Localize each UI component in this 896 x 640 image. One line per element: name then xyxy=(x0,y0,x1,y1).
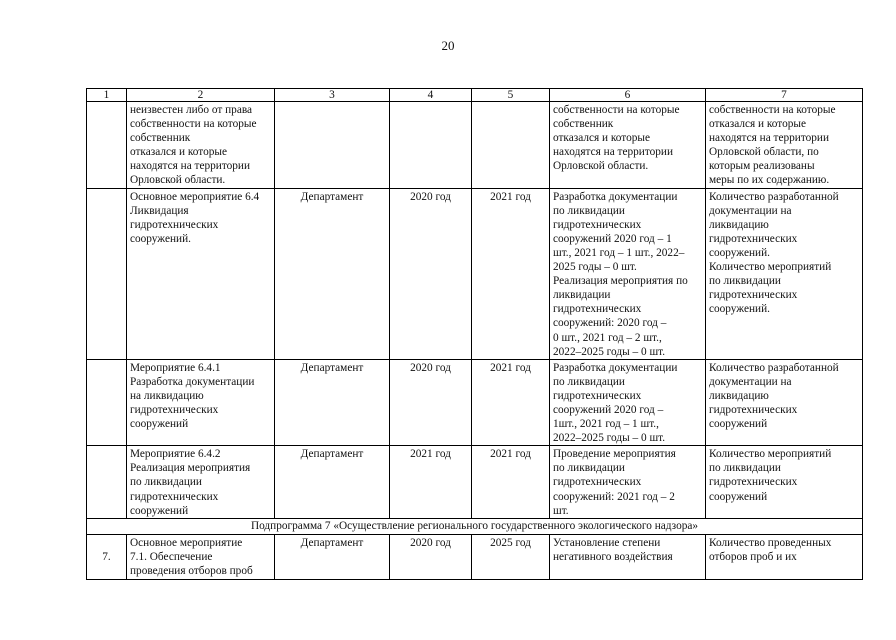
result-cell xyxy=(550,535,706,579)
header-col-3: 3 xyxy=(275,89,390,102)
text-line: сооружений xyxy=(130,418,189,431)
text-line: ликвидации xyxy=(553,289,611,302)
end-cell: 2021 год xyxy=(472,446,550,519)
text-line: гидротехнических xyxy=(553,303,642,316)
header-col-6: 6 xyxy=(550,89,706,102)
text-line: по ликвидации xyxy=(553,462,625,475)
end-cell: 2025 год xyxy=(472,535,550,579)
text-line: 1шт., 2021 год – 1 шт., xyxy=(553,418,659,431)
table-row xyxy=(87,359,863,446)
start-cell: 2020 год xyxy=(390,188,472,359)
text-line: отказался и которые xyxy=(709,118,806,131)
text-line: ликвидацию xyxy=(709,218,769,231)
page-number: 20 xyxy=(441,38,455,53)
end-cell: 2021 год xyxy=(472,359,550,446)
text-line: собственности на которые xyxy=(553,104,680,116)
header-col-5: 5 xyxy=(472,89,550,102)
text-line: сооружений 2020 год – xyxy=(553,403,664,416)
start-cell: 2020 год xyxy=(390,359,472,446)
text-line: гидротехнических xyxy=(553,218,642,231)
text-line: отказался и которые xyxy=(553,132,650,145)
start-cell xyxy=(390,102,472,189)
text-line: находятся на территории xyxy=(553,146,674,159)
text-line: неизвестен либо от права xyxy=(130,104,253,116)
header-row xyxy=(87,89,863,102)
text-line: находятся на территории xyxy=(709,132,830,145)
indicator-cell xyxy=(706,535,863,579)
header-col-4: 4 xyxy=(390,89,472,102)
text-line: сооружений. xyxy=(130,232,191,245)
activity-name-cell xyxy=(127,359,275,446)
text-line: Разработка документации xyxy=(553,361,678,374)
text-line: гидротехнических xyxy=(709,289,798,302)
text-line: собственник xyxy=(553,118,614,131)
header-col-1: 1 xyxy=(87,89,127,102)
activity-name-cell xyxy=(127,188,275,359)
text-line: по ликвидации xyxy=(553,375,625,388)
end-cell: 2021 год xyxy=(472,188,550,359)
text-line: Мероприятие 6.4.1 xyxy=(130,361,221,374)
text-line: гидротехнических xyxy=(130,403,219,416)
indicator-cell xyxy=(706,188,863,359)
text-line: гидротехнических xyxy=(709,476,798,489)
text-line: отборов проб и их xyxy=(709,551,797,564)
activity-name-cell xyxy=(127,102,275,189)
text-line: Количество разработанной xyxy=(709,190,839,203)
text-line: Основное мероприятие 6.4 xyxy=(130,190,260,203)
executor-cell: Департамент xyxy=(275,446,390,519)
text-line: Количество мероприятий xyxy=(709,261,832,274)
text-line: Разработка документации xyxy=(130,375,255,388)
text-line: по ликвидации xyxy=(709,275,781,288)
num-cell xyxy=(87,102,127,189)
text-line: сооружений xyxy=(130,504,189,517)
text-line: по ликвидации xyxy=(553,204,625,217)
num-cell xyxy=(87,446,127,519)
text-line: сооружений 2020 год – 1 xyxy=(553,232,672,245)
text-line: Установление степени xyxy=(553,537,661,550)
result-cell xyxy=(550,188,706,359)
text-line: собственник xyxy=(130,132,191,145)
text-line: документации на xyxy=(709,204,792,217)
text-line: шт., 2021 год – 1 шт., 2022– xyxy=(553,246,685,259)
executor-cell: Департамент xyxy=(275,188,390,359)
text-line: Ликвидация xyxy=(130,204,189,217)
start-cell: 2020 год xyxy=(390,535,472,579)
text-line: которым реализованы xyxy=(709,160,815,173)
table-row xyxy=(87,102,863,189)
text-line: Проведение мероприятия xyxy=(553,448,676,461)
text-line: сооружений xyxy=(709,490,768,503)
num-cell xyxy=(87,359,127,446)
table-row xyxy=(87,535,863,579)
text-line: отказался и которые xyxy=(130,146,227,159)
executor-cell: Департамент xyxy=(275,535,390,579)
text-line: гидротехнических xyxy=(130,490,219,503)
text-line: Количество разработанной xyxy=(709,361,839,374)
num-cell: 7. xyxy=(87,535,127,579)
text-line: 2025 годы – 0 шт. xyxy=(553,261,637,274)
text-line: Мероприятие 6.4.2 xyxy=(130,448,221,461)
text-line: по ликвидации xyxy=(709,462,781,475)
result-cell xyxy=(550,446,706,519)
text-line: гидротехнических xyxy=(553,476,642,489)
indicator-cell xyxy=(706,446,863,519)
text-line: ликвидацию xyxy=(709,389,769,402)
text-line: Реализация мероприятия xyxy=(130,462,251,475)
text-line: сооружений: 2020 год – xyxy=(553,317,667,330)
text-line: Разработка документации xyxy=(553,190,678,203)
text-line: 2022–2025 годы – 0 шт. xyxy=(553,345,666,358)
activity-name-cell xyxy=(127,446,275,519)
start-cell: 2021 год xyxy=(390,446,472,519)
text-line: Количество проведенных xyxy=(709,537,832,550)
text-line: Реализация мероприятия по xyxy=(553,275,688,288)
text-line: сооружений: 2021 год – 2 xyxy=(553,490,675,503)
header-col-2: 2 xyxy=(127,89,275,102)
text-line: гидротехнических xyxy=(709,403,798,416)
text-line: гидротехнических xyxy=(709,232,798,245)
text-line: проведения отборов проб xyxy=(130,565,253,578)
text-line: на ликвидацию xyxy=(130,389,204,402)
table-row xyxy=(87,446,863,519)
text-line: негативного воздействия xyxy=(553,551,673,564)
text-line: Орловской области. xyxy=(130,174,226,187)
table-row xyxy=(87,188,863,359)
indicator-cell xyxy=(706,359,863,446)
text-line: шт. xyxy=(553,504,569,517)
subprogram-row xyxy=(87,519,863,535)
text-line: сооружений. xyxy=(709,303,770,316)
text-line: собственности на которые xyxy=(709,104,836,116)
text-line: 2022–2025 годы – 0 шт. xyxy=(553,432,666,445)
text-line: Орловской области. xyxy=(553,160,649,173)
end-cell xyxy=(472,102,550,189)
text-line: сооружений xyxy=(709,418,768,431)
executor-cell xyxy=(275,102,390,189)
text-line: Основное мероприятие xyxy=(130,537,243,550)
num-cell xyxy=(87,188,127,359)
program-table xyxy=(86,88,863,580)
activity-name-cell xyxy=(127,535,275,579)
text-line: Количество мероприятий xyxy=(709,448,832,461)
text-line: по ликвидации xyxy=(130,476,202,489)
subprogram-title: Подпрограмма 7 «Осуществление регионального государственного экологического надзора» xyxy=(87,519,863,535)
text-line: документации на xyxy=(709,375,792,388)
header-col-7: 7 xyxy=(706,89,863,102)
text-line: находятся на территории xyxy=(130,160,251,173)
text-line: 0 шт., 2021 год – 2 шт., xyxy=(553,331,662,344)
text-line: собственности на которые xyxy=(130,118,257,131)
text-line: гидротехнических xyxy=(130,218,219,231)
result-cell xyxy=(550,102,706,189)
text-line: гидротехнических xyxy=(553,389,642,402)
text-line: меры по их содержанию. xyxy=(709,174,830,187)
executor-cell: Департамент xyxy=(275,359,390,446)
text-line: сооружений. xyxy=(709,246,770,259)
text-line: 7.1. Обеспечение xyxy=(130,551,213,564)
indicator-cell xyxy=(706,102,863,189)
text-line: Орловской области, по xyxy=(709,146,819,159)
result-cell xyxy=(550,359,706,446)
